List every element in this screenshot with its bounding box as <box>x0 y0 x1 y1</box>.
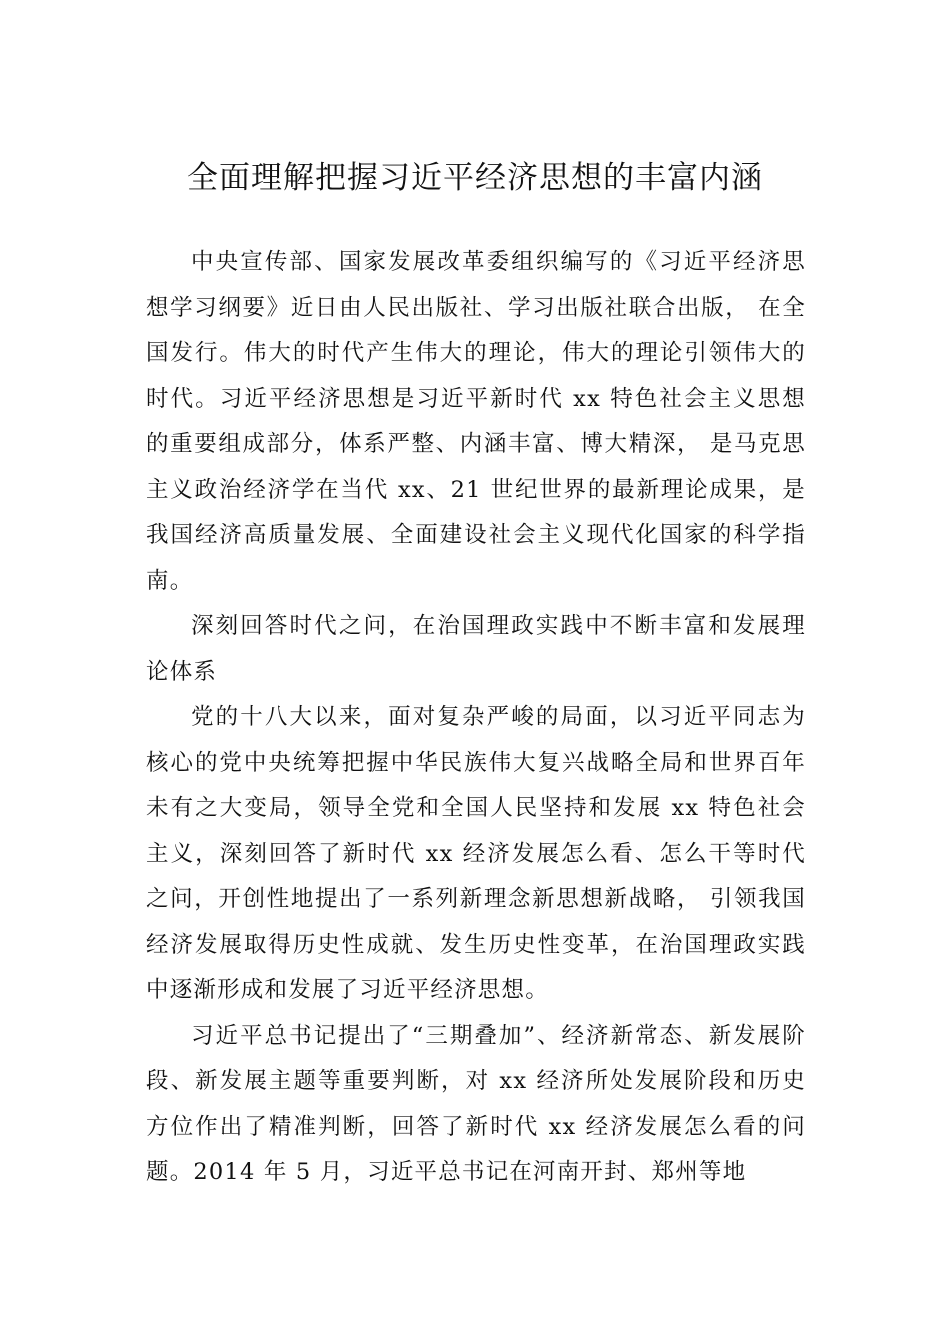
section-heading: 深刻回答时代之问，在治国理政实践中不断丰富和发展理论体系 <box>146 613 806 685</box>
paragraph-judgments: 习近平总书记提出了“三期叠加”、经济新常态、新发展阶段、新发展主题等重要判断，对 xx 经济所处发展阶段和历史方位作出了精准判断，回答了新时代 xx 经济发展怎么看的问题。2014 年 5 月，习近平总书记在河南开封、郑州等地 <box>146 1022 806 1185</box>
paragraph-since-18th-congress: 党的十八大以来，面对复杂严峻的局面，以习近平同志为核心的党中央统筹把握中华民族伟大复兴战略全局和世界百年未有之大变局，领导全党和全国人民坚持和发展 xx 特色社会主义，深刻回答了新时代 xx 经济发展怎么看、怎么干等时代之问，开创性地提出了一系列新理念新思想新战略， 引领我国经济发展取得历史性成就、发生历史性变革，在治国理政实践中逐渐形成和发展了习近平经济思想。 <box>146 704 806 1003</box>
document-body <box>146 240 806 1196</box>
paragraph-intro: 中央宣传部、国家发展改革委组织编写的《习近平经济思想学习纲要》近日由人民出版社、学习出版社联合出版， 在全国发行。伟大的时代产生伟大的理论，伟大的理论引领伟大的时代。习近平经济思想是习近平新时代 xx 特色社会主义思想的重要组成部分，体系严整、内涵丰富、博大精深， 是马克思主义政治经济学在当代 xx、21 世纪世界的最新理论成果，是我国经济高质量发展、全面建设社会主义现代化国家的科学指南。 <box>146 249 806 594</box>
document-title: 全面理解把握习近平经济思想的丰富内涵 <box>187 160 763 196</box>
